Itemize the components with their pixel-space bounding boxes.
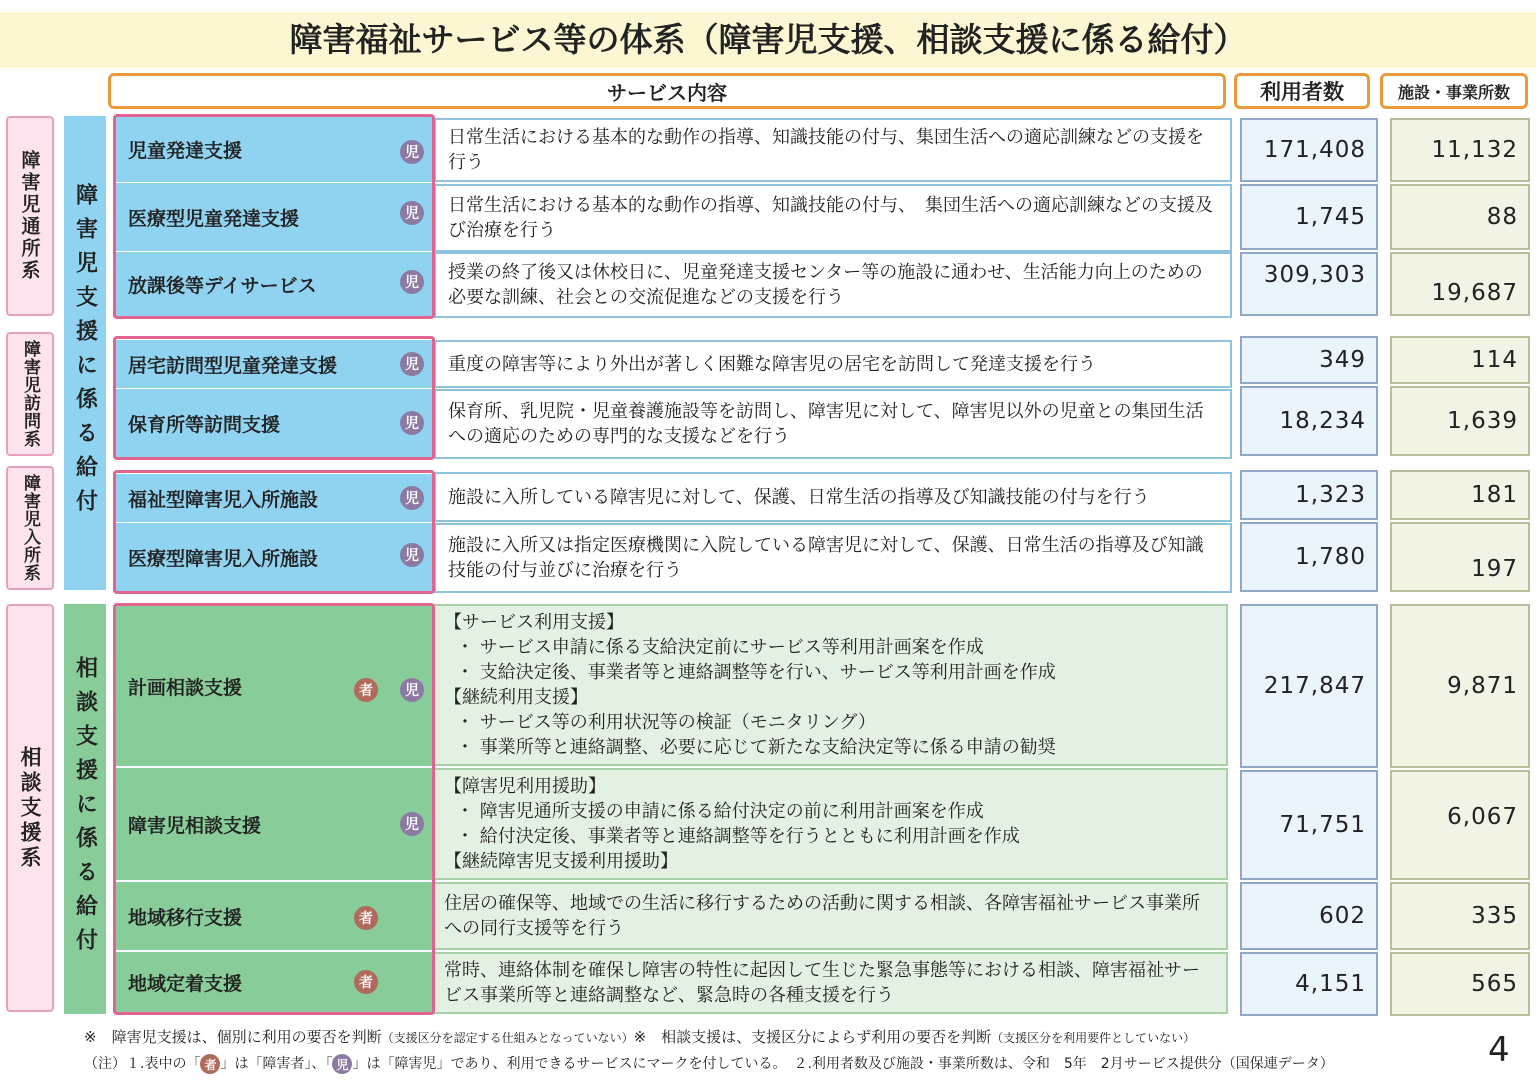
category-nyusho-label: 障害児入所系 (20, 474, 40, 582)
badge-ji-icon: 児 (400, 486, 424, 510)
users-row-3: 309,303 (1240, 252, 1378, 316)
facilities-row-9: 6,067 (1390, 770, 1530, 880)
users-row-8: 217,847 (1240, 604, 1378, 768)
service-name: 居宅訪問型児童発達支援 (128, 354, 338, 377)
service-name: 福祉型障害児入所施設 (128, 488, 319, 511)
users-row-11: 4,151 (1240, 952, 1378, 1016)
service-name: 児童発達支援 (128, 139, 243, 162)
facilities-row-8: 9,871 (1390, 604, 1530, 768)
category-tsusho-label: 障害児通所系 (18, 150, 41, 282)
category-nyusho (6, 466, 54, 590)
description-row-3 (434, 252, 1232, 318)
users-row-5: 18,234 (1240, 386, 1378, 456)
footnote-line-1 (84, 1026, 1195, 1047)
description-line: 重度の障害等により外出が著しく困難な障害児の居宅を訪問して発達支援を行う (448, 353, 1096, 375)
facilities-row-2: 88 (1390, 184, 1530, 250)
description-line: ・ 給付決定後、事業者等と連絡調整等を行うとともに利用計画を作成 (456, 826, 1020, 847)
header-users (1234, 73, 1370, 109)
service-group-nyusho (113, 470, 435, 594)
category-sodan-label: 相談支援系 (18, 745, 42, 871)
description-line: 授業の終了後又は休校日に、児童発達支援センター等の施設に通わせ、生活能力向上のための必要な訓練、社会との交流促進などの支援を行う (448, 262, 1203, 308)
description-row-9 (432, 768, 1228, 880)
badge-ji-icon: 児 (400, 352, 424, 376)
group-child-label: 障害児支援に係る給付 (72, 183, 98, 523)
page-number: 4 (1488, 1030, 1510, 1070)
description-line: 日常生活における基本的な動作の指導、知識技能の付与、 集団生活への適応訓練などの支援及び治療を行う (448, 195, 1213, 241)
header-facilities-label: 施設・事業所数 (1397, 82, 1510, 102)
badge-ji-icon: 児 (400, 201, 424, 225)
category-homon (6, 332, 54, 456)
description-row-5 (434, 389, 1232, 459)
description-line: ・ サービス申請に係る支給決定前にサービス等利用計画案を作成 (456, 637, 984, 658)
description-line: 施設に入所している障害児に対して、保護、日常生活の指導及び知識技能の付与を行う (448, 486, 1150, 508)
users-row-2: 1,745 (1240, 184, 1378, 250)
description-line: 【障害児利用援助】 (444, 776, 606, 797)
description-line: 常時、連絡体制を確保し障害の特性に起因して生じた緊急事態等における相談、障害福祉サービス事業所等と連絡調整など、緊急時の各種支援を行う (444, 960, 1200, 1006)
footnote-text: ※ 相談支援は、支援区分によらず利用の要否を判断 (633, 1028, 992, 1046)
description-line: 【サービス利用支援】 (444, 612, 624, 633)
facilities-row-3: 19,687 (1390, 252, 1530, 316)
description-line: ・ 事業所等と連絡調整、必要に応じて新たな支給決定等に係る申請の勧奨 (456, 737, 1056, 758)
category-homon-label: 障害児訪問系 (20, 340, 40, 448)
users-row-7: 1,780 (1240, 522, 1378, 592)
description-line: 保育所、乳児院・児童養護施設等を訪問し、障害児に対して、障害児以外の児童との集団生活への適応のための専門的な支援などを行う (448, 401, 1204, 447)
description-row-10 (432, 882, 1228, 950)
service-group-tsusho (113, 114, 435, 319)
footnote-text-small: （支援区分を利用要件としていない） (991, 1031, 1196, 1045)
facilities-row-7: 197 (1390, 522, 1530, 592)
badge-ji-icon: 児 (400, 812, 424, 836)
users-row-10: 602 (1240, 882, 1378, 950)
header-service-label: サービス内容 (607, 80, 727, 105)
service-group-sodan (113, 603, 435, 1015)
description-line: ・ サービス等の利用状況等の検証（モニタリング） (456, 712, 876, 733)
description-line: 施設に入所又は指定医療機関に入院している障害児に対して、保護、日常生活の指導及び知識技能の付与並びに治療を行う (448, 535, 1204, 581)
service-name: 計画相談支援 (128, 676, 243, 699)
description-row-6 (434, 472, 1232, 522)
footnote-line-2 (84, 1053, 1334, 1074)
header-facilities (1380, 73, 1528, 109)
badge-sha-icon: 者 (354, 906, 378, 930)
facilities-row-4: 114 (1390, 336, 1530, 384)
description-row-4 (434, 340, 1232, 388)
service-name: 放課後等デイサービス (128, 274, 317, 297)
page-title: 障害福祉サービス等の体系（障害児支援、相談支援に係る給付） (289, 20, 1247, 59)
users-row-9: 71,751 (1240, 770, 1378, 880)
badge-ji-icon: 児 (400, 270, 424, 294)
service-name: 医療型障害児入所施設 (128, 547, 319, 570)
description-row-1 (434, 118, 1232, 182)
description-line: ・ 障害児通所支援の申請に係る給付決定の前に利用計画案を作成 (456, 801, 984, 822)
description-line: 【継続利用支援】 (444, 687, 588, 708)
users-row-1: 171,408 (1240, 118, 1378, 182)
users-row-4: 349 (1240, 336, 1378, 384)
header-users-label: 利用者数 (1260, 80, 1344, 104)
description-line: ・ 支給決定後、事業者等と連絡調整等を行い、サービス等利用計画を作成 (456, 662, 1056, 683)
group-child (64, 116, 106, 590)
description-row-8 (432, 604, 1228, 766)
category-sodan (6, 604, 54, 1012)
badge-ji-icon: 児 (400, 140, 424, 164)
service-name: 医療型児童発達支援 (128, 207, 300, 230)
badge-sha-icon: 者 (354, 970, 378, 994)
facilities-row-5: 1,639 (1390, 386, 1530, 456)
header-service (108, 73, 1226, 109)
facilities-row-6: 181 (1390, 470, 1530, 520)
service-name: 地域定着支援 (128, 972, 243, 995)
service-group-homon (113, 336, 435, 460)
badge-sha-icon: 者 (200, 1054, 220, 1074)
facilities-row-1: 11,132 (1390, 118, 1530, 182)
badge-ji-icon: 児 (332, 1054, 352, 1074)
facilities-row-10: 335 (1390, 882, 1530, 950)
footnote-text: 」は「障害児」であり、利用できるサービスにマークを付している。 ２.利用者数及び施設・事業所数は、令和 5年 2月サービス提供分（国保連データ） (352, 1056, 1334, 1072)
footnote-text: （注）１.表中の「 (84, 1056, 201, 1072)
badge-ji-icon: 児 (400, 678, 424, 702)
group-consult-label: 相談支援に係る給付 (72, 656, 98, 962)
description-row-7 (434, 523, 1232, 593)
description-row-2 (434, 184, 1232, 252)
description-line: 住居の確保等、地域での生活に移行するための活動に関する相談、各障害福祉サービス事業所への同行支援等を行う (444, 893, 1200, 939)
badge-ji-icon: 児 (400, 543, 424, 567)
description-line: 【継続障害児支援利用援助】 (444, 851, 678, 872)
category-tsusho (6, 116, 54, 316)
group-consult (64, 604, 106, 1014)
badge-ji-icon: 児 (400, 411, 424, 435)
description-row-11 (432, 952, 1228, 1014)
badge-sha-icon: 者 (354, 678, 378, 702)
description-line: 日常生活における基本的な動作の指導、知識技能の付与、集団生活への適応訓練などの支援を行う (448, 127, 1204, 173)
footnote-text: ※ 障害児支援は、個別に利用の要否を判断 (84, 1028, 382, 1046)
service-name: 障害児相談支援 (128, 814, 262, 837)
facilities-row-11: 565 (1390, 952, 1530, 1016)
footnote-text: 」は「障害者」、「 (220, 1056, 333, 1072)
users-row-6: 1,323 (1240, 470, 1378, 520)
service-name: 保育所等訪問支援 (128, 413, 281, 436)
footnote-text-small: （支援区分を認定する仕組みとなっていない） (381, 1031, 634, 1045)
service-name: 地域移行支援 (128, 906, 243, 929)
